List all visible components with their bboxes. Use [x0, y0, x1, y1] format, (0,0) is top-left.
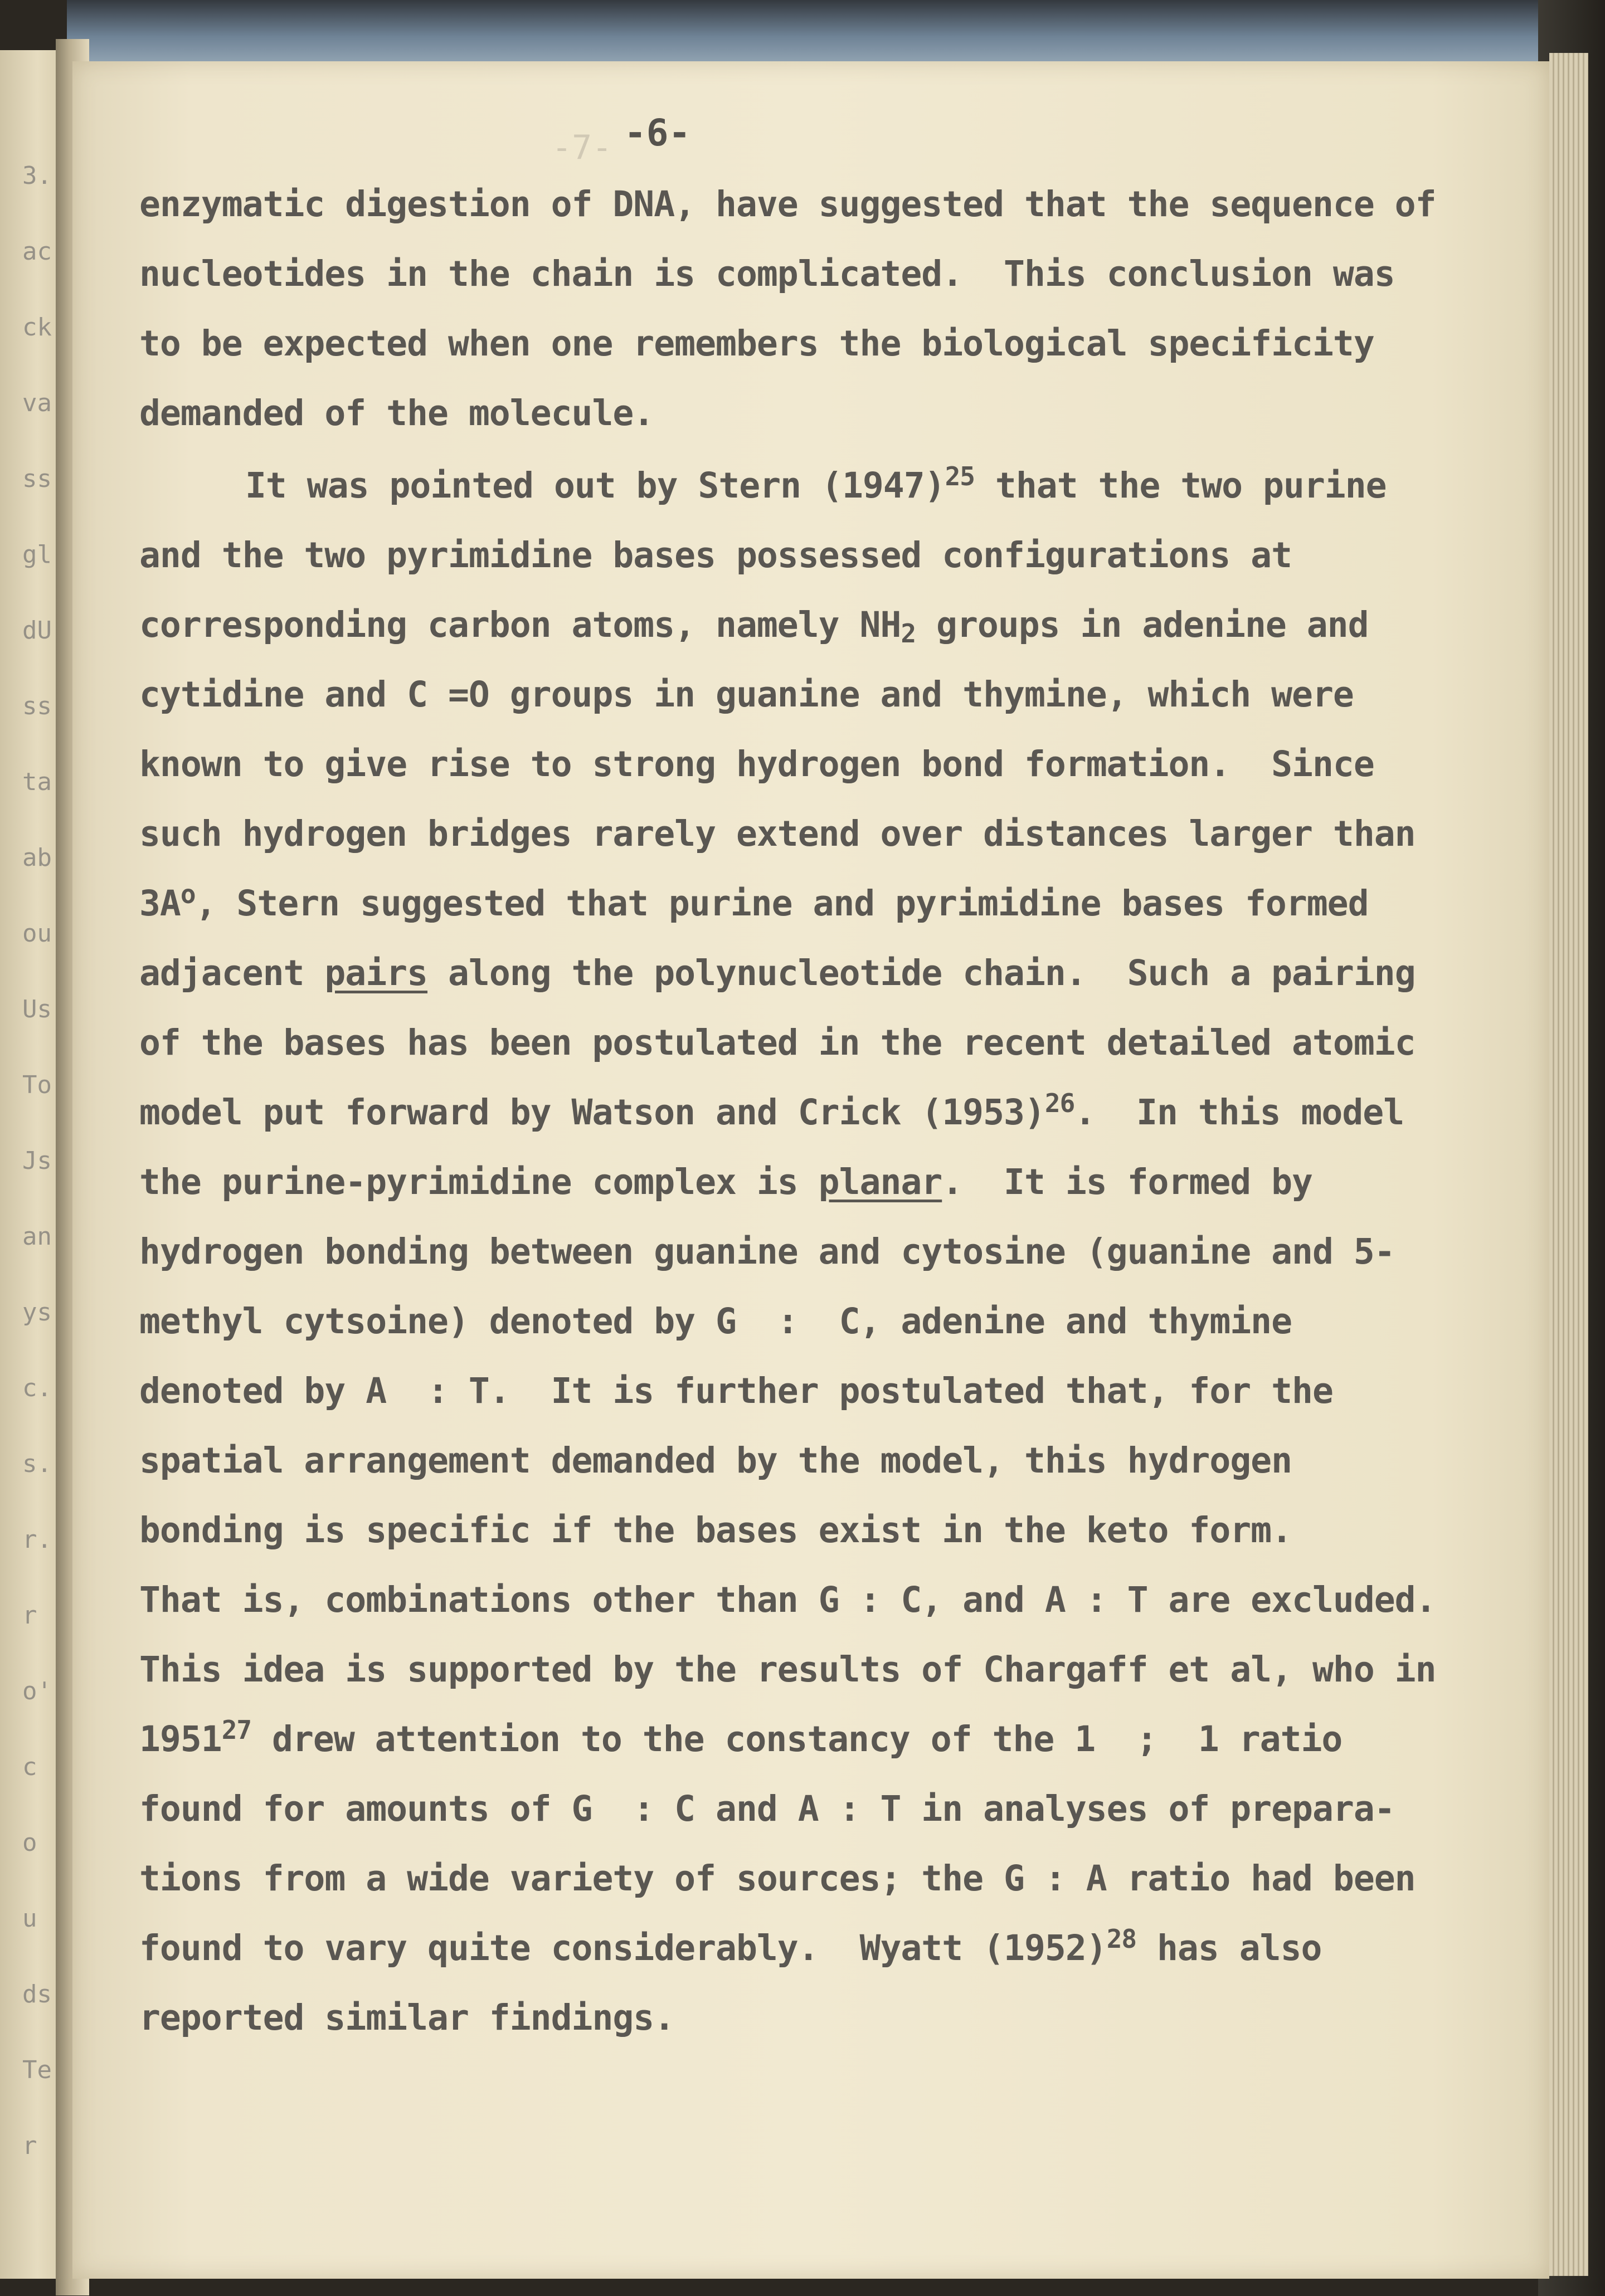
facing-page-text-fragment: c.: [22, 1374, 52, 1402]
text-line: demanded of the molecule.: [139, 393, 654, 433]
text-line: denoted by A : T. It is further postulated that, for the: [139, 1371, 1333, 1411]
degree-superscript: o: [180, 879, 196, 909]
facing-page-text-fragment: s.: [22, 1450, 52, 1478]
citation-superscript: 27: [221, 1715, 252, 1745]
text-line: nucleotides in the chain is complicated. This conclusion was: [139, 254, 1395, 294]
facing-page-text-fragment: ab: [22, 844, 52, 872]
text-line: the purine-pyrimidine complex is planar. It is formed by: [139, 1162, 1312, 1202]
subscript: 2: [901, 618, 916, 649]
facing-page-text-fragment: Te: [22, 2056, 52, 2084]
text-line: hydrogen bonding between guanine and cytosine (guanine and 5-: [139, 1231, 1395, 1272]
text-line: model put forward by Watson and Crick $(1953)^{26}$. In this model: [139, 1088, 1404, 1133]
text-line: found for amounts of G : C and A : T in analyses of prepara-: [139, 1788, 1395, 1829]
facing-page-text-fragment: gl: [22, 540, 52, 569]
text-line: 1951$^{27}$ drew attention to the constancy of the 1 ; 1 ratio: [139, 1715, 1343, 1759]
citation-superscript: 25: [945, 461, 975, 491]
facing-page-text-fragment: u: [22, 1904, 37, 1933]
text-line: It was pointed out by Stern $(1947)^{25}$ that the two purine: [245, 461, 1387, 506]
facing-page-text-fragment: Js: [22, 1147, 52, 1175]
facing-page-text-fragment: o': [22, 1677, 52, 1705]
facing-page-text-fragment: o: [22, 1829, 37, 1857]
text-line: $3A^o$, Stern suggested that purine and pyrimidine bases formed: [139, 879, 1369, 924]
facing-page-text-fragment: ta: [22, 768, 52, 796]
previous-page-sliver: [0, 50, 62, 2279]
text-line: of the bases has been postulated in the recent detailed atomic: [139, 1022, 1416, 1063]
facing-page-text-fragment: To: [22, 1071, 52, 1099]
text-line: found to vary quite considerably. Wyatt $(1952)^{28}$ has also: [139, 1924, 1322, 1968]
citation-superscript: 28: [1106, 1924, 1137, 1954]
bleed-through-page-number: -7-: [552, 128, 612, 167]
text-line: such hydrogen bridges rarely extend over distances larger than: [139, 813, 1416, 854]
facing-page-text-fragment: ys: [22, 1298, 52, 1327]
text-line: tions from a wide variety of sources; the G : A ratio had been: [139, 1858, 1416, 1899]
text-line: known to give rise to strong hydrogen bond formation. Since: [139, 744, 1374, 784]
facing-page-text-fragment: r.: [22, 1525, 52, 1554]
facing-page-text-fragment: ac: [22, 237, 52, 266]
facing-page-text-fragment: ou: [22, 919, 52, 948]
page-number: -6-: [624, 111, 691, 154]
text-line: reported similar findings.: [139, 1997, 675, 2038]
text-line: adjacent pairs along the polynucleotide chain. Such a pairing: [139, 953, 1416, 993]
text-line: methyl cytsoine) denoted by G : C, adenine and thymine: [139, 1301, 1292, 1342]
facing-page-text-fragment: an: [22, 1222, 52, 1251]
text-line: enzymatic digestion of DNA, have suggested that the sequence of: [139, 184, 1436, 225]
citation-superscript: 26: [1044, 1088, 1075, 1118]
facing-page-text-fragment: r: [22, 2132, 37, 2160]
text-line: and the two pyrimidine bases possessed configurations at: [139, 535, 1292, 576]
book-binding: [67, 0, 1549, 61]
underlined-word: planar: [818, 1162, 942, 1202]
facing-page-text-fragment: ss: [22, 692, 52, 720]
underlined-word: pairs: [324, 953, 428, 993]
facing-page-text-fragment: dU: [22, 616, 52, 645]
facing-page-text-fragment: r: [22, 1601, 37, 1630]
page-stack-edges: [1549, 53, 1588, 2276]
text-line: spatial arrangement demanded by the model, this hydrogen: [139, 1440, 1292, 1481]
facing-page-text-fragment: Us: [22, 995, 52, 1023]
facing-page-text-fragment: va: [22, 389, 52, 417]
text-line: bonding is specific if the bases exist in the keto form.: [139, 1510, 1292, 1551]
text-line: That is, combinations other than G : C, and A : T are excluded.: [139, 1580, 1436, 1620]
facing-page-text-fragment: 3.: [22, 162, 52, 190]
text-line: to be expected when one remembers the biological specificity: [139, 323, 1374, 364]
text-line: corresponding carbon atoms, namely $NH_2$ groups in adenine and: [139, 605, 1369, 649]
facing-page-text-fragment: ss: [22, 465, 52, 493]
facing-page-text-fragment: ds: [22, 1980, 52, 2009]
facing-page-text-fragment: ck: [22, 313, 52, 342]
text-line: cytidine and C =O groups in guanine and thymine, which were: [139, 674, 1354, 715]
facing-page-text-fragment: c: [22, 1753, 37, 1781]
text-line: This idea is supported by the results of Chargaff et al, who in: [139, 1649, 1436, 1690]
